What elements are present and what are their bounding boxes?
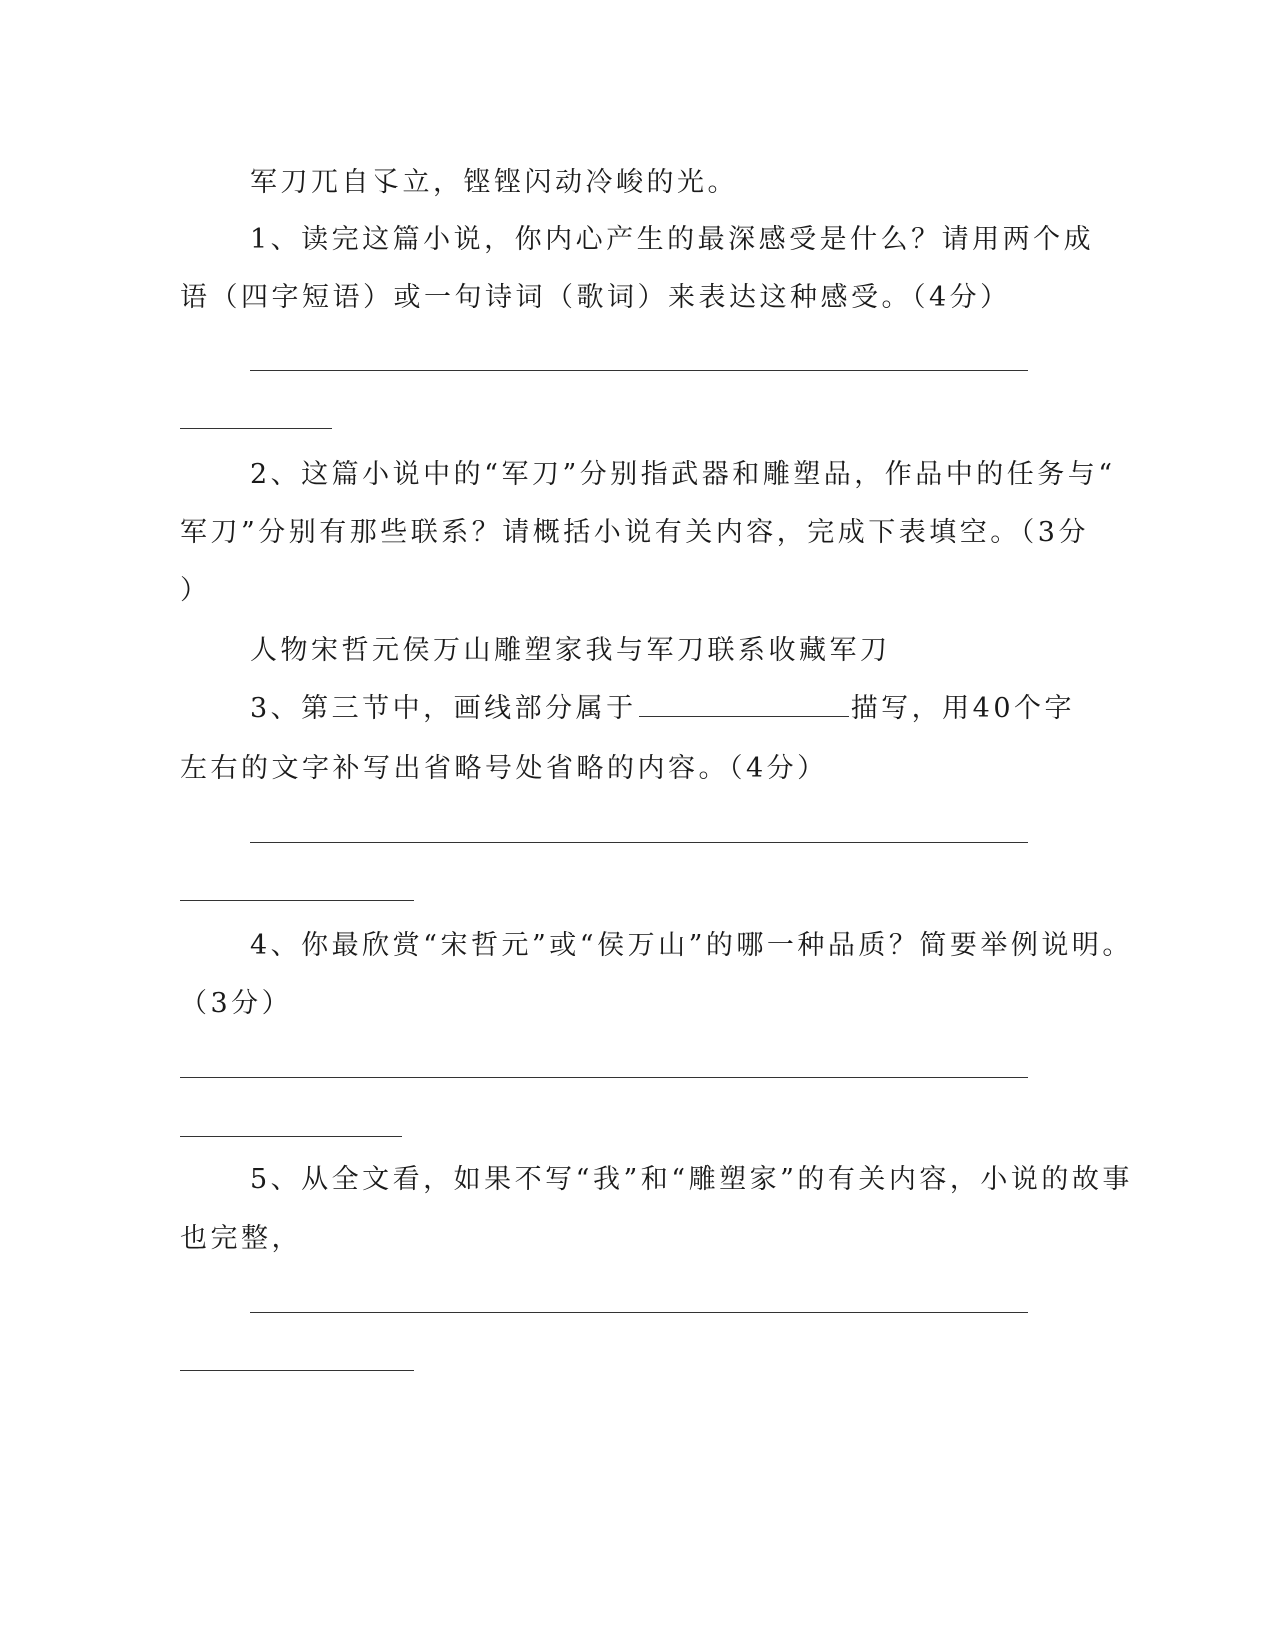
question-5-line-2: 也完整， <box>180 1223 302 1254</box>
question-2-line-1: 2、这篇小说中的“军刀”分别指武器和雕塑品，作品中的任务与“ <box>250 459 1116 490</box>
answer-line[interactable] <box>250 1312 1028 1313</box>
question-3-line-1 <box>250 690 1075 727</box>
fill-blank[interactable] <box>639 690 849 717</box>
answer-line[interactable] <box>180 1077 1028 1078</box>
question-2-line-3: ） <box>180 575 211 606</box>
question-3-line-2: 左右的文字补写出省略号处省略的内容。（4分） <box>180 753 828 784</box>
paragraph-sentence: 军刀兀自孓立，铿铿闪动冷峻的光。 <box>250 167 738 198</box>
answer-line[interactable] <box>180 428 332 429</box>
question-3-text-a: 3、第三节中，画线部分属于 <box>250 693 637 724</box>
answer-line[interactable] <box>250 842 1028 843</box>
question-5-line-1: 5、从全文看，如果不写“我”和“雕塑家”的有关内容，小说的故事 <box>250 1164 1133 1195</box>
question-4-line-2: （3分） <box>180 988 293 1019</box>
question-1-line-2: 语（四字短语）或一句诗词（歌词）来表达这种感受。（4分） <box>180 282 1011 313</box>
answer-line[interactable] <box>180 900 414 901</box>
answer-line[interactable] <box>180 1370 414 1371</box>
answer-line[interactable] <box>180 1136 402 1137</box>
question-4-line-1: 4、你最欣赏“宋哲元”或“侯万山”的哪一种品质？简要举例说明。 <box>250 930 1133 961</box>
answer-line[interactable] <box>250 370 1028 371</box>
question-1-line-1: 1、读完这篇小说，你内心产生的最深感受是什么？请用两个成 <box>250 224 1095 255</box>
question-2-line-2: 军刀”分别有那些联系？请概括小说有关内容，完成下表填空。（3分 <box>180 517 1089 548</box>
question-3-text-b: 描写，用40个字 <box>850 693 1076 724</box>
table-fill-line: 人物宋哲元侯万山雕塑家我与军刀联系收藏军刀 <box>250 635 891 666</box>
